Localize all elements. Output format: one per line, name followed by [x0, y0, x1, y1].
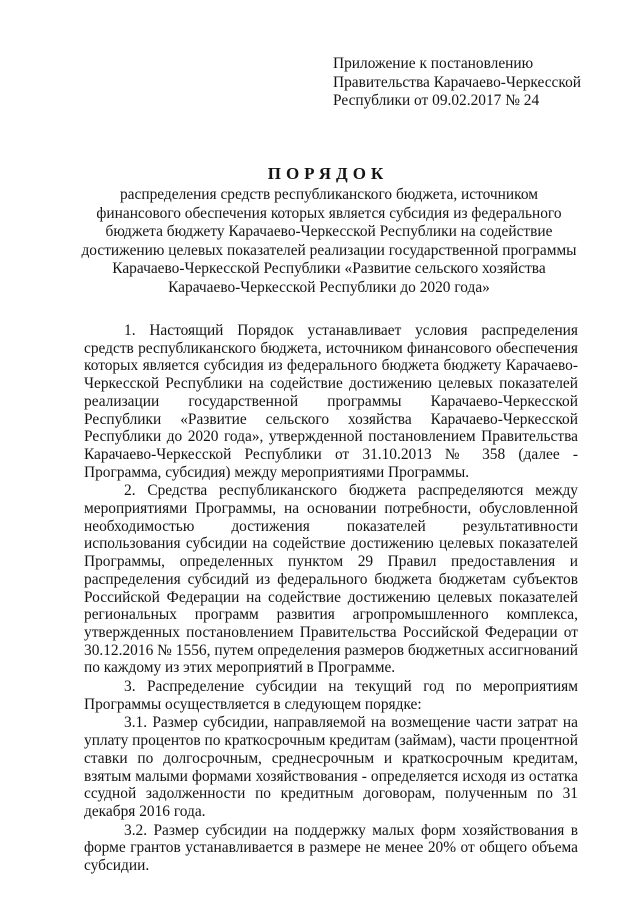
paragraph-2: 2. Средства республиканского бюджета распределяются между мероприятиями Программы, на основании потребности, обусловленной необходимостью достижения показателей результативности использования субсидии на содействие достижению целевых показателей Программы, определенных пунктом 29 Правил предоставления и распределения субсидий из федерального бюджета бюджетам субъектов Российской Федерации на содействие достижению целевых показателей региональных программ развития агропромышленного комплекса, утвержденных постановлением Правительства Российской Федерации от 30.12.2016 № 1556, путем определения размеров бюджетных ассигнований по каждому из этих мероприятий в Программе.: [84, 482, 578, 677]
subtitle-line-2: финансового обеспечения которых является субсидия из федерального: [96, 204, 562, 222]
subtitle-line-3: бюджета бюджету Карачаево-Черкесской Республики на содействие: [105, 223, 553, 241]
subtitle-line-4: достижению целевых показателей реализации государственной программы: [81, 241, 577, 259]
paragraph-3-2: 3.2. Размер субсидии на поддержку малых форм хозяйствования в форме грантов устанавливается в размере не менее 20% от общего объема субсидии.: [84, 821, 578, 875]
document-title: ПОРЯДОК: [267, 164, 389, 183]
document-body: [84, 322, 578, 875]
subtitle-line-6: Карачаево-Черкесской Республики до 2020 года»: [168, 278, 490, 296]
appendix-line-2: Правительства Карачаево-Черкесской: [333, 73, 582, 91]
paragraph-3: 3. Распределение субсидии на текущий год по мероприятиям Программы осуществляется в следующем порядке:: [84, 678, 578, 713]
appendix-header: [333, 55, 633, 111]
appendix-line-3: Республики от 09.02.2017 № 24: [333, 92, 540, 110]
paragraph-3-1: 3.1. Размер субсидии, направляемой на возмещение части затрат на уплату процентов по краткосрочным кредитам (займам), части процентной ставки по долгосрочным, среднесрочным и краткосрочным кредитам, взятым малыми формами хозяйствования - определяется исходя из остатка ссудной задолженности по кредитным договорам, полученным по 31 декабря 2016 года.: [84, 714, 578, 820]
subtitle-line-1: распределения средств республиканского бюджета, источником: [119, 186, 538, 203]
subtitle-line-5: Карачаево-Черкесской Республики «Развитие сельского хозяйства: [112, 260, 546, 278]
document-subtitle: [80, 186, 578, 298]
paragraph-1: 1. Настоящий Порядок устанавливает условия распределения средств республиканского бюджета, источником финансового обеспечения которых является субсидия из федерального бюджета бюджету Карачаево-Черкесской Республики на содействие достижению целевых показателей реализации государственной программы Карачаево-Черкесской Республики «Развитие сельского хозяйства Карачаево-Черкесской Республики до 2020 года», утвержденной постановлением Правительства Карачаево-Черкесской Республики от 31.10.2013 № 358 (далее - Программа, субсидия) между мероприятиями Программы.: [84, 322, 578, 481]
appendix-line-1: Приложение к постановлению: [333, 55, 534, 72]
